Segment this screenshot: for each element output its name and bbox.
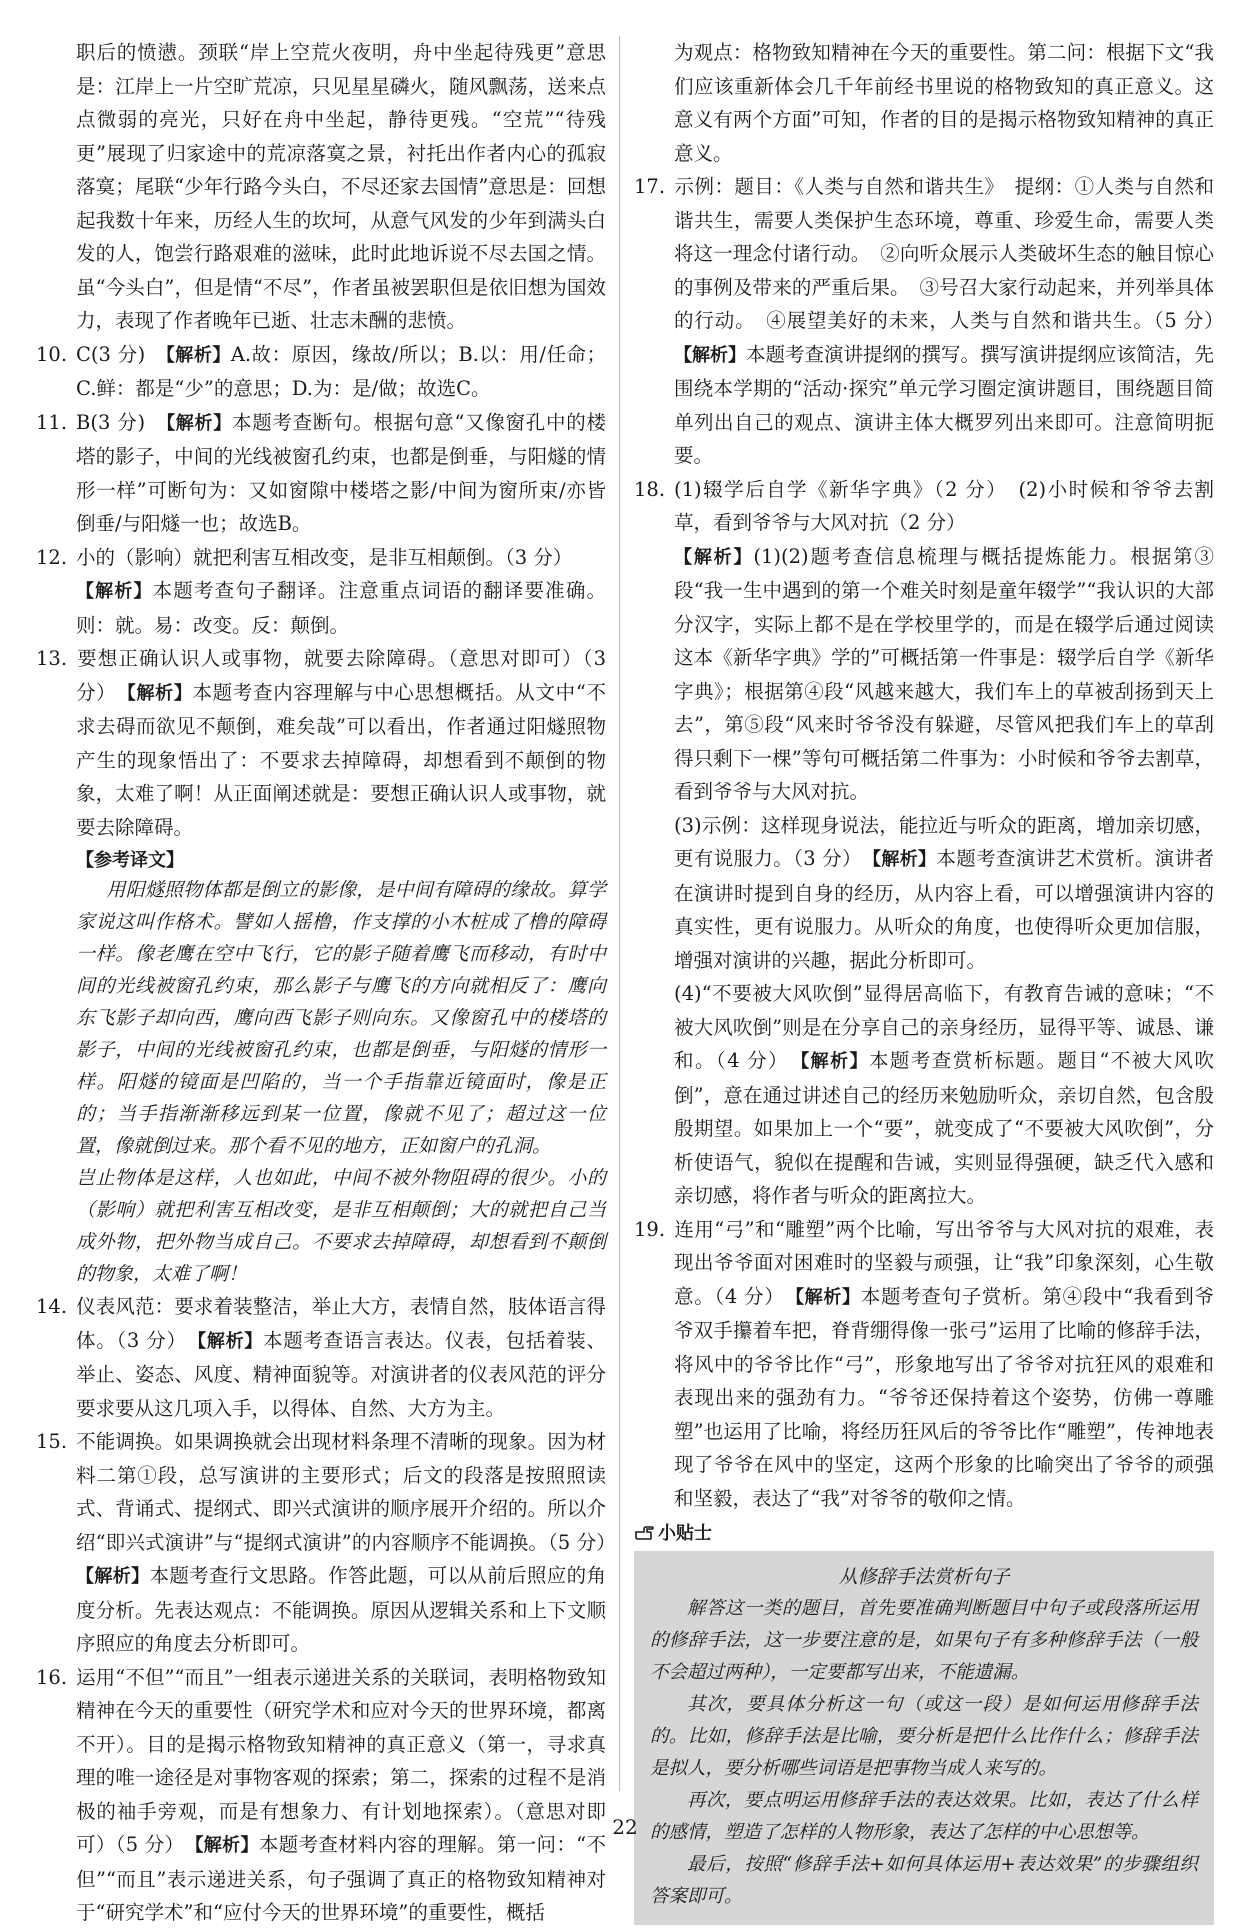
analysis-text: 本题考查演讲艺术赏析。演讲者在演讲时提到自身的经历，从内容上看，可以增强演讲内容的真实性，更有说服力。从听众的角度，也使得听众更加信服，增强对演讲的兴趣，据此分析即可。 xyxy=(674,847,1214,972)
analysis-text: 本题考查句子赏析。第④段中“我看到爷爷双手攥着车把，脊背绷得像一张弓”运用了比喻的修辞手法，将风中的爷爷比作“弓”，形象地写出了爷爷对抗狂风的艰难和表现出来的强劲有力。“爷爷还保持着这个姿势，仿佛一尊雕塑”也运用了比喻，将经历狂风后的爷爷比作“雕塑”，传神地表现了爷爷在风中的坚定，这两个形象的比喻突出了爷爷的顽强和坚毅，表达了“我”对爷爷的敬仰之情。 xyxy=(674,1284,1214,1510)
answer-text: B(3 分) xyxy=(76,410,146,434)
right-column xyxy=(634,36,1214,1925)
analysis-text: (1)(2)题考查信息梳理与概括提炼能力。根据第③段“我一生中遇到的第一个难关时刻是童年辍学”“我认识的大部分汉字，实际上都不是在学校里学的，而是在辍学后通过阅读这本《新华字典》学的”可概括第一件事是：辍学后自学《新华字典》；根据第④段“风越来越大，我们车上的草被刮扬到天上去”，第⑤段“风来时爷爷没有躲避，尽管风把我们车上的草刮得只剩下一棵”等句可概括第二件事为：小时候和爷爷去割草，看到爷爷与大风对抗。 xyxy=(674,544,1215,803)
analysis-text: 本题考查材料内容的理解。第一问：“不但”“而且”表示递进关系，句子强调了真正的格物致知精神对于“研究学术”和“应付今天的世界环境”的重要性，概括 xyxy=(76,1833,606,1924)
tip-paragraph-2: 其次，要具体分析这一句（或这一段）是如何运用修辞手法的。比如，修辞手法是比喻，要分析是把什么比作什么；修辞手法是拟人，要分析哪些词语是把事物当成人来写的。 xyxy=(650,1694,1198,1779)
analysis-tag: 【解析】 xyxy=(76,1566,150,1587)
answer-q14 xyxy=(36,1290,606,1425)
answer-text: (1)辍学后自学《新华字典》（2 分） (2)小时候和爷爷去割草，看到爷爷与大风对抗（2 分） xyxy=(674,477,1214,534)
question-number: 10. xyxy=(36,342,68,366)
tip-label: 小贴士 xyxy=(658,1523,712,1544)
analysis-text: A.故：原因，缘故/所以；B.以：用/任命；C.鲜：都是“少”的意思；D.为：是/做；故选C。 xyxy=(76,342,606,400)
analysis-tag: 【解析】 xyxy=(194,1835,259,1856)
pointing-hand-icon xyxy=(634,1523,654,1541)
answer-q10 xyxy=(36,338,606,406)
answer-q18-3 xyxy=(634,809,1214,978)
tip-paragraph-4: 最后，按照“修辞手法+如何具体运用+表达效果”的步骤组织答案即可。 xyxy=(650,1854,1198,1907)
tip-title: 从修辞手法赏析句子 xyxy=(838,1566,1010,1588)
analysis-text: 本题考查行文思路。作答此题，可以从前后照应的角度分析。先表达观点：不能调换。原因从逻辑关系和上下文顺序照应的角度去分析即可。 xyxy=(76,1564,606,1655)
question-number: 11. xyxy=(36,410,68,434)
answer-q15 xyxy=(36,1425,606,1661)
question-number: 14. xyxy=(36,1295,68,1318)
answer-text: 运用“不但”“而且”一组表示递进关系的关联词，表明格物致知精神在今天的重要性（研究学术和应对今天的世界环境，都离不开）。目的是揭示格物致知精神的真正意义（第一，寻求真理的唯一途径是对事物客观的探索；第二，探索的过程不是消极的袖手旁观，而是有想象力、有计划地探索）。（意思对即可）（5 分） xyxy=(76,1665,606,1856)
analysis-text: 本题考查赏析标题。题目“不被大风吹倒”，意在通过讲述自己的经历来勉励听众，亲切自然，包含殷殷期望。如果加上一个“要”，就变成了“不要被大风吹倒”，分析使语气，貌似在提醒和告诫，实则显得强硬，缺乏代入感和亲切感，将作者与听众的距离拉大。 xyxy=(674,1049,1214,1207)
answer-q18 xyxy=(634,473,1214,540)
analysis-tag: 【解析】 xyxy=(197,1330,264,1352)
question-number: 18. xyxy=(634,477,666,501)
analysis-text: 本题考查断句。根据句意“又像窗孔中的楼塔的影子，中间的光线被窗孔约束，也都是倒垂，与阳燧的情形一样”可断句为：又如窗隙中楼塔之影/中间为窗所束/亦皆倒垂/与阳燧一也；故选B。 xyxy=(76,410,606,535)
translation-paragraph-1: 用阳燧照物体都是倒立的影像，是中间有障碍的缘故。算学家说这叫作格术。譬如人摇橹，作支撑的小木桩成了橹的障碍一样。像老鹰在空中飞行，它的影子随着鹰飞而移动，有时中间的光线被窗孔约束，那么影子与鹰飞的方向就相反了：鹰向东飞影子却向西，鹰向西飞影子则向东。又像窗孔中的楼塔的影子，中间的光线被窗孔约束，也都是倒垂，与阳燧的情形一样。阳燧的镜面是凹陷的，当一个手指靠近镜面时，像是正的；当手指渐渐移远到某一位置，像就不见了；超过这一位置，像就倒过来。那个看不见的地方，正如窗户的孔洞。 xyxy=(76,879,606,1157)
answer-text: 连用“弓”和“雕塑”两个比喻，写出爷爷与大风对抗的艰难，表现出爷爷面对困难时的坚毅与顽强，让“我”印象深刻，心生敬意。（4 分） xyxy=(674,1217,1214,1308)
analysis-text: 本题考查内容理解与中心思想概括。从文中“不求去碍而欲见不颠倒，难矣哉”可以看出，作者通过阳燧照物产生的现象悟出了：不要求去掉障碍，却想看到不颠倒的物象，太难了啊！从正面阐述就是：要想正确认识人或事物，就要去除障碍。 xyxy=(76,680,606,839)
question-number: 15. xyxy=(36,1430,68,1453)
question-number: 17. xyxy=(634,175,666,198)
answer-q12 xyxy=(36,541,606,643)
page-number: 22 xyxy=(612,1815,638,1839)
analysis-tag: 【解析】 xyxy=(800,1051,869,1072)
analysis-tag: 【解析】 xyxy=(794,1286,861,1308)
question-number: 12. xyxy=(36,545,68,569)
analysis-tag: 【解析】 xyxy=(166,412,232,434)
answer-text: 要想正确认识人或事物，就要去除障碍。（意思对即可）（3 分） xyxy=(76,647,606,704)
answer-q16 xyxy=(36,1661,606,1930)
answer-q18-4 xyxy=(634,977,1214,1213)
analysis-text: 本题考查句子翻译。注意重点词语的翻译要准确。则：就。易：改变。反：颠倒。 xyxy=(76,579,606,637)
answer-text: 示例：题目：《人类与自然和谐共生》 提纲：①人类与自然和谐共生，需要人类保护生态环境，尊重、珍爱生命，需要人类将这一理念付诸行动。 ②向听众展示人类破坏生态的触目惊心的事例及带来的严重后果。 ③号召大家行动起来，并列举具体的行动。 ④展望美好的未来，人类与自然和谐共生。（5 分） xyxy=(674,175,1214,332)
tip-paragraph-3: 再次，要点明运用修辞手法的表达效果。比如，表达了什么样的感情，塑造了怎样的人物形象，表达了怎样的中心思想等。 xyxy=(650,1790,1198,1843)
answer-q17 xyxy=(634,170,1214,473)
question-number: 13. xyxy=(36,647,68,670)
answer-q19 xyxy=(634,1213,1214,1516)
column-divider xyxy=(619,36,620,1791)
left-column xyxy=(36,36,606,1930)
answer-text: C(3 分) xyxy=(76,342,146,366)
analysis-tag: 【解析】 xyxy=(674,344,746,366)
tip-box xyxy=(634,1551,1214,1925)
analysis-tag: 【解析】 xyxy=(76,581,153,602)
translation-paragraph-2: 岂止物体是这样，人也如此，中间不被外物阻碍的很少。小的（影响）就把利害互相改变，是非互相颠倒；大的就把自己当成外物，把外物当成自己。不要求去掉障碍，却想看到不颠倒的物象，太难了啊！ xyxy=(76,1167,606,1285)
question-number: 19. xyxy=(634,1217,666,1241)
answer-q11 xyxy=(36,406,606,541)
answer-text: 不能调换。如果调换就会出现材料条理不清晰的现象。因为材料二第①段，总写演讲的主要形式；后文的段落是按照照读式、背诵式、提纲式、即兴式演讲的顺序展开介绍的。所以介绍“即兴式演讲”与“提纲式演讲”的内容顺序不能调换。（5 分） xyxy=(76,1430,606,1554)
paragraph-q16-continuation: 为观点：格物致知精神在今天的重要性。第二问：根据下文“我们应该重新体会几千年前经书里说的格物致知的真正意义。这意义有两个方面”可知，作者的目的是揭示格物致知精神的真正意义。 xyxy=(674,41,1214,165)
analysis-tag: 【解析】 xyxy=(126,682,193,704)
tip-paragraph-1: 解答这一类的题目，首先要准确判断题目中句子或段落所运用的修辞手法，这一步要注意的是，如果句子有多种修辞手法（一般不会超过两种），一定要都写出来，不能遗漏。 xyxy=(650,1598,1198,1683)
paragraph-q9-continuation: 职后的愤懑。颈联“岸上空荒火夜明，舟中坐起待残更”意思是：江岸上一片空旷荒凉，只见星星磷火，随风飘荡，送来点点微弱的亮光，只好在舟中坐起，静待更残。“空荒”“待残更”展现了归家途中的荒凉落寞之景，衬托出作者内心的孤寂落寞；尾联“少年行路今头白，不尽还家去国情”意思是：回想起我数十年来，历经人生的坎坷，从意气风发的少年到满头白发的人，饱尝行路艰难的滋味，此时此地诉说不尽去国之情。虽“今头白”，但是情“不尽”，作者虽被罢职但是依旧想为国效力，表现了作者晚年已逝、壮志未酬的悲愤。 xyxy=(76,41,606,332)
analysis-tag: 【解析】 xyxy=(165,344,231,366)
answer-text: 小的（影响）就把利害互相改变，是非互相颠倒。（3 分） xyxy=(76,545,573,569)
answer-text: 仪表风范：要求着装整洁，举止大方，表情自然，肢体语言得体。（3 分） xyxy=(76,1295,606,1352)
analysis-text: 本题考查演讲提纲的撰写。撰写演讲提纲应该简洁，先围绕本学期的“活动·探究”单元学习圈定演讲题目，围绕题目简单列出自己的观点、演讲主体大概罗列出来即可。注意简明扼要。 xyxy=(674,342,1215,467)
analysis-tag: 【解析】 xyxy=(872,849,937,870)
tip-heading xyxy=(634,1519,1214,1545)
answer-text: (4)“不要被大风吹倒”显得居高临下，有教育告诫的意味；“不被大风吹倒”则是在分享自己的亲身经历，显得平等、诚恳、谦和。（4 分） xyxy=(674,982,1214,1072)
answer-q13 xyxy=(36,642,606,844)
translation-heading: 【参考译文】 xyxy=(76,850,184,871)
question-number: 16. xyxy=(36,1665,68,1689)
analysis-q18-1-2 xyxy=(634,540,1214,809)
analysis-text: 本题考查语言表达。仪表，包括着装、举止、姿态、风度、精神面貌等。对演讲者的仪表风范的评分要求要从这几项入手，以得体、自然、大方为主。 xyxy=(76,1328,606,1420)
answer-text: (3)示例：这样现身说法，能拉近与听众的距离，增加亲切感，更有说服力。（3 分） xyxy=(674,813,1214,870)
analysis-tag: 【解析】 xyxy=(674,546,754,568)
